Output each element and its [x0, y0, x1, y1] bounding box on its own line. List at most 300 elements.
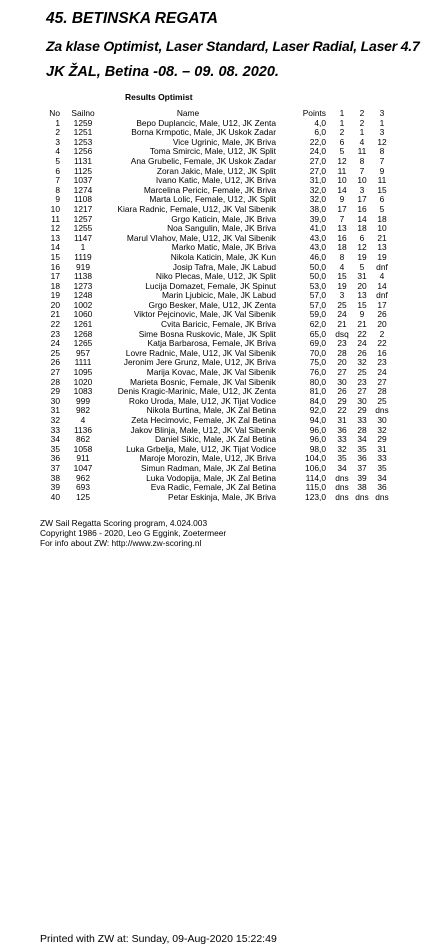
table-row — [40, 215, 392, 225]
race-1-cell: 34 — [337, 463, 347, 473]
rank-cell: 6 — [55, 166, 60, 176]
sailno-cell: 957 — [76, 348, 90, 358]
name-cell: Sime Bosna Ruskovic, Male, JK Split — [138, 329, 276, 339]
name-cell: Luka Grbelja, Male, U12, JK Tijat Vodice — [126, 444, 276, 454]
rank-cell: 37 — [50, 463, 60, 473]
rank-cell: 4 — [55, 147, 60, 157]
sailno-cell: 1255 — [73, 224, 93, 234]
race-1-cell: 1 — [339, 118, 345, 128]
results-title: Results Optimist — [125, 92, 193, 102]
points-cell: 80,0 — [309, 377, 326, 387]
race-3-cell: 9 — [379, 166, 385, 176]
race-3-cell: 11 — [377, 176, 387, 186]
race-1-cell: 36 — [337, 425, 347, 435]
race-1-cell: 10 — [337, 176, 347, 186]
race-2-cell: 35 — [357, 444, 367, 454]
table-row — [40, 387, 392, 397]
race-1-cell: 31 — [337, 416, 347, 425]
sailno-cell: 1136 — [73, 425, 92, 435]
rank-cell: 27 — [50, 368, 60, 378]
rank-cell: 35 — [50, 444, 60, 454]
race-2-cell: 16 — [357, 204, 367, 214]
name-cell: Lucija Domazet, Female, JK Spinut — [145, 281, 276, 291]
rank-cell: 8 — [55, 185, 60, 195]
race-3-cell: 6 — [379, 195, 385, 205]
name-cell: Marta Lolic, Female, U12, JK Split — [149, 195, 276, 205]
race-2-cell: 32 — [357, 358, 367, 368]
race-2-cell: 34 — [357, 435, 367, 445]
rank-cell: 1 — [55, 118, 60, 128]
table-row — [40, 368, 392, 378]
rank-cell: 18 — [50, 281, 60, 291]
points-cell: 92,0 — [309, 406, 326, 416]
sailno-cell: 1 — [80, 243, 86, 253]
sailno-cell: 1125 — [73, 166, 92, 176]
table-row — [40, 138, 392, 148]
points-cell: 115,0 — [305, 483, 326, 493]
race-1-cell: 14 — [337, 185, 347, 195]
points-cell: 50,0 — [309, 272, 326, 282]
race-2-cell: 19 — [357, 252, 367, 262]
race-2-cell: 27 — [357, 387, 367, 397]
points-cell: 32,0 — [309, 185, 326, 195]
name-cell: Marija Kovac, Male, JK Val Sibenik — [146, 368, 276, 378]
race-1-cell: 26 — [337, 387, 347, 397]
race-2-cell: 39 — [357, 473, 367, 483]
race-2-cell: 3 — [359, 185, 365, 195]
race-2-cell: 26 — [357, 348, 367, 358]
sailno-cell: 1131 — [73, 156, 92, 166]
col-header-race-1: 1 — [339, 109, 345, 118]
points-cell: 96,0 — [309, 425, 326, 435]
race-3-cell: 13 — [377, 243, 387, 253]
rank-cell: 11 — [51, 214, 60, 224]
table-row — [40, 454, 392, 464]
race-3-cell: 29 — [377, 435, 387, 445]
points-cell: 84,0 — [309, 396, 326, 406]
race-1-cell: 15 — [337, 272, 347, 282]
table-row — [40, 435, 392, 445]
sailno-cell: 862 — [76, 435, 90, 445]
name-cell: Maroje Morozin, Male, U12, JK Briva — [139, 454, 276, 464]
sailno-cell: 4 — [80, 416, 86, 425]
sailno-cell: 1261 — [73, 320, 93, 330]
table-row — [40, 119, 392, 129]
race-1-cell: 2 — [339, 128, 345, 138]
race-2-cell: 9 — [359, 310, 365, 320]
race-3-cell: 4 — [379, 272, 385, 282]
sailno-cell: 1273 — [73, 281, 93, 291]
name-cell: Simun Radman, Male, JK Zal Betina — [141, 463, 276, 473]
race-3-cell: 5 — [379, 204, 385, 214]
points-cell: 39,0 — [309, 214, 326, 224]
rank-cell: 12 — [50, 224, 60, 234]
sailno-cell: 1060 — [73, 310, 93, 320]
points-cell: 6,0 — [314, 128, 326, 138]
table-row — [40, 272, 392, 282]
rank-cell: 15 — [50, 252, 60, 262]
race-2-cell: 10 — [357, 176, 367, 186]
table-row — [40, 330, 392, 340]
name-cell: Ivano Katic, Male, U12, JK Briva — [155, 176, 276, 186]
rank-cell: 10 — [50, 204, 60, 214]
race-2-cell: 29 — [357, 406, 367, 416]
race-3-cell: 26 — [377, 310, 387, 320]
sailno-cell: 982 — [76, 406, 90, 416]
points-cell: 38,0 — [309, 204, 326, 214]
name-cell: Marcelina Pericic, Female, JK Briva — [143, 185, 276, 195]
sailno-cell: 1257 — [73, 214, 93, 224]
table-row — [40, 234, 392, 244]
rank-cell: 26 — [50, 358, 60, 368]
table-row — [40, 157, 392, 167]
sailno-cell: 1251 — [73, 128, 93, 138]
race-2-cell: 20 — [357, 281, 367, 291]
rank-cell: 25 — [50, 348, 60, 358]
rank-cell: 39 — [50, 483, 60, 493]
race-1-cell: 16 — [337, 233, 347, 243]
sailno-cell: 1248 — [73, 291, 93, 301]
footer-program-line: ZW Sail Regatta Scoring program, 4.024.003 — [40, 518, 208, 528]
race-3-cell: 15 — [377, 185, 387, 195]
sailno-cell: 1217 — [73, 204, 93, 214]
race-2-cell: 33 — [357, 416, 367, 425]
race-1-cell: dsq — [335, 329, 349, 339]
table-row — [40, 474, 392, 484]
race-3-cell: 16 — [377, 348, 387, 358]
table-row — [40, 205, 392, 215]
rank-cell: 22 — [50, 320, 60, 330]
rank-cell: 24 — [50, 339, 60, 349]
results-header-row — [40, 109, 392, 119]
points-cell: 27,0 — [309, 166, 326, 176]
rank-cell: 20 — [50, 300, 60, 310]
points-cell: 32,0 — [309, 195, 326, 205]
rank-cell: 33 — [50, 425, 60, 435]
name-cell: Luka Vodopija, Male, JK Zal Betina — [146, 473, 276, 483]
race-2-cell: 14 — [357, 214, 367, 224]
name-cell: Zeta Hecimovic, Female, JK Zal Betina — [131, 416, 276, 425]
rank-cell: 34 — [50, 435, 60, 445]
points-cell: 24,0 — [309, 147, 326, 157]
table-row — [40, 445, 392, 455]
race-2-cell: 5 — [359, 262, 365, 272]
rank-cell: 40 — [50, 492, 60, 502]
table-row — [40, 167, 392, 177]
sailno-cell: 1256 — [73, 147, 93, 157]
table-row — [40, 224, 392, 234]
race-1-cell: 4 — [339, 262, 345, 272]
table-row — [40, 426, 392, 436]
race-1-cell: 27 — [337, 368, 347, 378]
name-cell: Jakov Blinja, Male, U12, JK Val Sibenik — [130, 425, 276, 435]
rank-cell: 36 — [50, 454, 60, 464]
race-3-cell: 22 — [377, 339, 387, 349]
table-row — [40, 176, 392, 186]
race-2-cell: 8 — [359, 156, 365, 166]
race-3-cell: 19 — [377, 252, 387, 262]
name-cell: Toma Smircic, Male, U12, JK Split — [149, 147, 276, 157]
race-2-cell: 17 — [357, 195, 367, 205]
table-row — [40, 186, 392, 196]
sailno-cell: 1259 — [73, 118, 93, 128]
race-2-cell: 21 — [357, 320, 367, 330]
name-cell: Niko Plecas, Male, U12, JK Split — [155, 272, 276, 282]
points-cell: 104,0 — [305, 454, 326, 464]
sailno-cell: 1119 — [74, 252, 92, 262]
sailno-cell: 1108 — [73, 195, 92, 205]
results-body — [40, 119, 392, 503]
race-1-cell: 35 — [337, 454, 347, 464]
race-2-cell: 4 — [359, 137, 365, 147]
points-cell: 50,0 — [309, 262, 326, 272]
printed-timestamp: Printed with ZW at: Sunday, 09-Aug-2020 15:22:49 — [40, 933, 277, 945]
points-cell: 31,0 — [309, 176, 326, 186]
table-row — [40, 339, 392, 349]
race-3-cell: 21 — [377, 233, 387, 243]
points-cell: 96,0 — [309, 435, 326, 445]
race-2-cell: 28 — [357, 425, 367, 435]
rank-cell: 9 — [55, 195, 60, 205]
name-cell: Grgo Besker, Male, U12, JK Zenta — [148, 300, 276, 310]
name-cell: Ana Grubelic, Female, JK Uskok Zadar — [130, 156, 276, 166]
race-1-cell: 9 — [339, 195, 345, 205]
race-3-cell: 31 — [377, 444, 387, 454]
table-row — [40, 310, 392, 320]
name-cell: Zoran Jakic, Male, U12, JK Split — [156, 166, 276, 176]
rank-cell: 38 — [50, 473, 60, 483]
name-cell: Grgo Katicin, Male, JK Briva — [171, 214, 276, 224]
points-cell: 106,0 — [305, 463, 326, 473]
points-cell: 43,0 — [309, 233, 326, 243]
race-3-cell: 1 — [379, 118, 385, 128]
race-1-cell: 24 — [337, 310, 347, 320]
race-2-cell: 31 — [357, 272, 367, 282]
rank-cell: 16 — [50, 262, 60, 272]
race-3-cell: 35 — [377, 463, 387, 473]
race-1-cell: 17 — [337, 204, 347, 214]
sailno-cell: 1268 — [73, 329, 93, 339]
col-header-race-3: 3 — [379, 109, 385, 118]
race-2-cell: 38 — [357, 483, 367, 493]
name-cell: Roko Uroda, Male, U12, JK Tijat Vodice — [128, 396, 276, 406]
table-row — [40, 378, 392, 388]
race-1-cell: 11 — [337, 166, 347, 176]
rank-cell: 13 — [50, 233, 60, 243]
race-1-cell: dns — [335, 492, 349, 502]
col-header-points: Points — [302, 109, 326, 118]
scoring-footer — [40, 518, 226, 548]
points-cell: 57,0 — [309, 300, 326, 310]
race-3-cell: 25 — [377, 396, 387, 406]
race-3-cell: dns — [375, 492, 389, 502]
table-row — [40, 358, 392, 368]
table-row — [40, 493, 392, 503]
race-1-cell: 33 — [337, 435, 347, 445]
race-3-cell: 34 — [377, 473, 387, 483]
table-row — [40, 397, 392, 407]
race-1-cell: 30 — [337, 377, 347, 387]
footer-info-line: For info about ZW: http://www.zw-scoring.nl — [40, 538, 202, 548]
table-row — [40, 128, 392, 138]
rank-cell: 14 — [50, 243, 60, 253]
col-header-race-2: 2 — [359, 109, 365, 118]
name-cell: Petar Eskinja, Male, JK Briva — [168, 492, 276, 502]
table-row — [40, 282, 392, 292]
sailno-cell: 1265 — [73, 339, 93, 349]
name-cell: Bepo Duplancic, Male, U12, JK Zenta — [136, 118, 276, 128]
race-3-cell: 10 — [377, 224, 387, 234]
race-3-cell: dnf — [376, 291, 388, 301]
sailno-cell: 1095 — [73, 368, 93, 378]
regatta-title: 45. BETINSKA REGATA — [46, 10, 218, 27]
sailno-cell: 1020 — [73, 377, 93, 387]
name-cell: Viktor Pejcinovic, Male, JK Val Sibenik — [133, 310, 276, 320]
points-cell: 62,0 — [309, 320, 326, 330]
race-1-cell: 32 — [337, 444, 347, 454]
table-row — [40, 464, 392, 474]
race-3-cell: 7 — [379, 156, 385, 166]
race-1-cell: 23 — [337, 339, 347, 349]
points-cell: 57,0 — [309, 291, 326, 301]
sailno-cell: 1111 — [74, 358, 92, 368]
sailno-cell: 1002 — [73, 300, 93, 310]
race-2-cell: 30 — [357, 396, 367, 406]
rank-cell: 5 — [55, 156, 60, 166]
name-cell: Katja Barbarosa, Female, JK Briva — [147, 339, 276, 349]
rank-cell: 19 — [50, 291, 60, 301]
race-1-cell: 7 — [339, 214, 345, 224]
name-cell: Nikola Katicin, Male, JK Kun — [170, 252, 276, 262]
table-row — [40, 301, 392, 311]
race-1-cell: 21 — [337, 320, 347, 330]
race-1-cell: 25 — [337, 300, 347, 310]
sailno-cell: 919 — [76, 262, 90, 272]
race-2-cell: 25 — [357, 368, 367, 378]
points-cell: 59,0 — [309, 310, 326, 320]
points-cell: 98,0 — [309, 444, 326, 454]
sailno-cell: 1047 — [73, 463, 93, 473]
name-cell: Marko Matic, Male, JK Briva — [171, 243, 276, 253]
table-row — [40, 147, 392, 157]
points-cell: 41,0 — [309, 224, 326, 234]
col-header-sailno: Sailno — [71, 109, 95, 118]
name-cell: Nikola Burtina, Male, JK Zal Betina — [146, 406, 276, 416]
race-2-cell: 36 — [357, 454, 367, 464]
points-cell: 65,0 — [309, 329, 326, 339]
race-2-cell: 2 — [359, 118, 365, 128]
race-2-cell: 12 — [357, 243, 367, 253]
race-2-cell: 24 — [357, 339, 367, 349]
sailno-cell: 1083 — [73, 387, 93, 397]
race-1-cell: 13 — [337, 224, 347, 234]
race-3-cell: 14 — [377, 281, 387, 291]
race-3-cell: 32 — [377, 425, 387, 435]
race-2-cell: 7 — [359, 166, 365, 176]
rank-cell: 2 — [55, 128, 60, 138]
race-1-cell: 12 — [337, 156, 347, 166]
table-row — [40, 291, 392, 301]
sailno-cell: 1253 — [73, 137, 93, 147]
table-row — [40, 416, 392, 426]
points-cell: 53,0 — [309, 281, 326, 291]
col-header-name: Name — [176, 109, 200, 118]
race-2-cell: 1 — [359, 128, 365, 138]
race-1-cell: 28 — [337, 348, 347, 358]
name-cell: Borna Krmpotic, Male, JK Uskok Zadar — [131, 128, 276, 138]
race-1-cell: 19 — [337, 281, 347, 291]
sailno-cell: 1147 — [73, 233, 92, 243]
sailno-cell: 1274 — [73, 185, 93, 195]
race-2-cell: 18 — [357, 224, 367, 234]
race-1-cell: 20 — [337, 358, 347, 368]
race-3-cell: 36 — [377, 483, 387, 493]
race-3-cell: 20 — [377, 320, 387, 330]
rank-cell: 23 — [50, 329, 60, 339]
name-cell: Marin Ljubicic, Male, JK Labud — [161, 291, 276, 301]
points-cell: 114,0 — [305, 473, 326, 483]
race-3-cell: 27 — [377, 377, 387, 387]
race-3-cell: dnf — [376, 262, 388, 272]
sailno-cell: 1037 — [73, 176, 93, 186]
regatta-classes: Za klase Optimist, Laser Standard, Laser Radial, Laser 4.7 — [46, 38, 420, 54]
race-2-cell: 23 — [357, 377, 367, 387]
race-2-cell: 22 — [357, 329, 367, 339]
name-cell: Eva Radic, Female, JK Zal Betina — [150, 483, 276, 493]
race-1-cell: dns — [335, 483, 349, 493]
points-cell: 43,0 — [309, 243, 326, 253]
race-3-cell: 12 — [377, 137, 387, 147]
race-1-cell: 8 — [339, 252, 345, 262]
results-table — [40, 109, 392, 502]
rank-cell: 21 — [50, 310, 60, 320]
race-1-cell: 18 — [337, 243, 347, 253]
points-cell: 69,0 — [309, 339, 326, 349]
points-cell: 4,0 — [314, 118, 326, 128]
race-3-cell: 24 — [377, 368, 387, 378]
points-cell: 123,0 — [305, 492, 326, 502]
sailno-cell: 693 — [76, 483, 90, 493]
name-cell: Kiara Radnic, Female, U12, JK Val Sibenik — [117, 204, 276, 214]
table-row — [40, 406, 392, 416]
sailno-cell: 911 — [76, 454, 90, 464]
name-cell: Cvita Baricic, Female, JK Briva — [161, 320, 276, 330]
name-cell: Jeronim Jere Grunz, Male, U12, JK Briva — [123, 358, 276, 368]
sailno-cell: 1138 — [73, 272, 92, 282]
race-3-cell: 18 — [377, 214, 387, 224]
name-cell: Daniel Sikic, Male, JK Zal Betina — [154, 435, 276, 445]
sailno-cell: 999 — [76, 396, 90, 406]
race-3-cell: 2 — [379, 329, 385, 339]
race-3-cell: dns — [375, 406, 389, 416]
col-header-no: No — [49, 109, 60, 118]
race-3-cell: 30 — [377, 416, 387, 425]
rank-cell: 31 — [50, 406, 60, 416]
points-cell: 94,0 — [309, 416, 326, 425]
regatta-venue-dates: JK ŽAL, Betina -08. – 09. 08. 2020. — [46, 64, 279, 80]
race-2-cell: dns — [355, 492, 369, 502]
points-cell: 76,0 — [309, 368, 326, 378]
table-row — [40, 243, 392, 253]
rank-cell: 32 — [50, 416, 60, 425]
rank-cell: 3 — [55, 137, 60, 147]
points-cell: 46,0 — [309, 252, 326, 262]
name-cell: Marieta Bosnic, Female, JK Val Sibenik — [129, 377, 276, 387]
name-cell: Denis Kragic-Marinic, Male, U12, JK Zenta — [117, 387, 276, 397]
rank-cell: 28 — [50, 377, 60, 387]
race-2-cell: 15 — [357, 300, 367, 310]
points-cell: 75,0 — [309, 358, 326, 368]
